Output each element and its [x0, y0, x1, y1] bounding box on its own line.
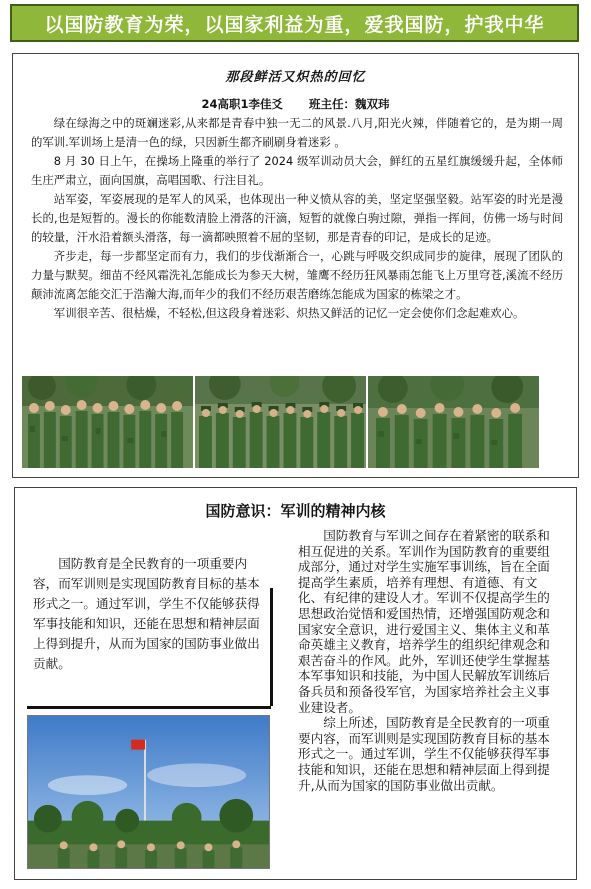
slogan-text: 以国防教育为荣，以国家利益为重，爱我国防，护我中华: [44, 13, 545, 36]
right-column-text: [298, 528, 558, 793]
left-paragraph: 国防教育是全民教育的一项重要内容，而军训则是实现国防教育目标的基本形式之一。通过军训，学生不仅能够获得军事技能和知识，还能在思想和精神层面上得到提升，从而为国家的国防事业做出贡献。: [33, 556, 260, 671]
national-defense-section: [14, 487, 577, 880]
article-box: [12, 53, 579, 478]
military-training-photo: [366, 376, 539, 468]
military-training-photo: [22, 376, 193, 468]
teacher-name: 班主任：魏双玮: [309, 97, 390, 111]
slogan-banner: [10, 4, 579, 42]
flag-raising-photo: [27, 715, 270, 869]
horizontal-divider: [27, 706, 271, 709]
training-photo-strip: [22, 376, 539, 468]
article-paragraph: 齐步走，每一步都坚定而有力，我们的步伐渐渐合一，心跳与呼吸交织成同步的旋律，展现了团队的力量与默契。细苗不经风霜洗礼怎能成长为参天大树，雏鹰不经历狂风暴雨怎能飞上万里穹苍,溪流不经历颠沛流离怎能交汇于浩瀚大海,而年少的我们不经历艰苦磨练怎能成为国家的栋梁之才。: [31, 249, 563, 301]
article-title: 那段鲜活又炽热的回忆: [225, 70, 366, 85]
article-paragraph: 站军姿，军姿展现的是军人的风采，也体现出一种义愤从容的美，坚定坚强坚毅。站军姿的时光是漫长的,也是短暂的。漫长的你能数清脸上滑落的汗滴，短暂的就像白驹过隙，弹指一挥间，仿佛一场与时间的较量，汗水沿着额头滑落，每一滴都映照着不屈的坚韧，那是青春的印记，是成长的足迹。: [31, 192, 563, 244]
author-name: 24高职1李佳爻: [201, 97, 283, 111]
article-paragraph: 军训很辛苦、很枯燥，不轻松,但这段身着迷彩、炽热又鲜活的记忆一定会使你们念起难欢心。: [53, 306, 525, 320]
left-column-text: [33, 554, 268, 674]
military-training-photo: [193, 376, 366, 468]
right-paragraph: 综上所述，国防教育是全民教育的一项重要内容，而军训则是实现国防教育目标的基本形式之一。通过军训，学生不仅能够获得军事技能和知识，还能在思想和精神层面上得到提升,从而为国家的国防事业做出贡献。: [298, 715, 550, 793]
article-byline: [13, 96, 578, 112]
article-paragraph: 绿在绿海之中的斑斓迷彩,从来都是青春中独一无二的风景.八月,阳光火辣，伴随着它的，是为期一周的军训.军训场上是清一色的绿，只因新生都齐刷刷身着迷彩 。: [31, 116, 563, 149]
section-title: 国防意识：军训的精神内核: [205, 502, 386, 520]
vertical-divider: [270, 588, 273, 706]
article-paragraph: 8 月 30 日上午，在操场上隆重的举行了 2024 级军训动员大会，鲜红的五星红旗缓缓升起，全体师生庄严肃立，面向国旗，高唱国歌、行注目礼。: [31, 154, 563, 187]
right-paragraph: 国防教育与军训之间存在着紧密的联系和相互促进的关系。军训作为国防教育的重要组成部分，通过对学生实施军事训练，旨在全面提高学生素质，培养有理想、有道德、有文化、有纪律的建设人才。军训不仅提高学生的思想政治觉悟和爱国热情，还增强国防观念和国家安全意识，进行爱国主义、集体主义和革命英雄主义教育，培养学生的组织纪律观念和艰苦奋斗的作风。此外，军训还使学生掌握基本军事知识和技能，为中国人民解放军训练后备兵员和预备役军官，为国家培养社会主义事业建设者。: [298, 528, 550, 715]
article-body: [31, 114, 563, 323]
